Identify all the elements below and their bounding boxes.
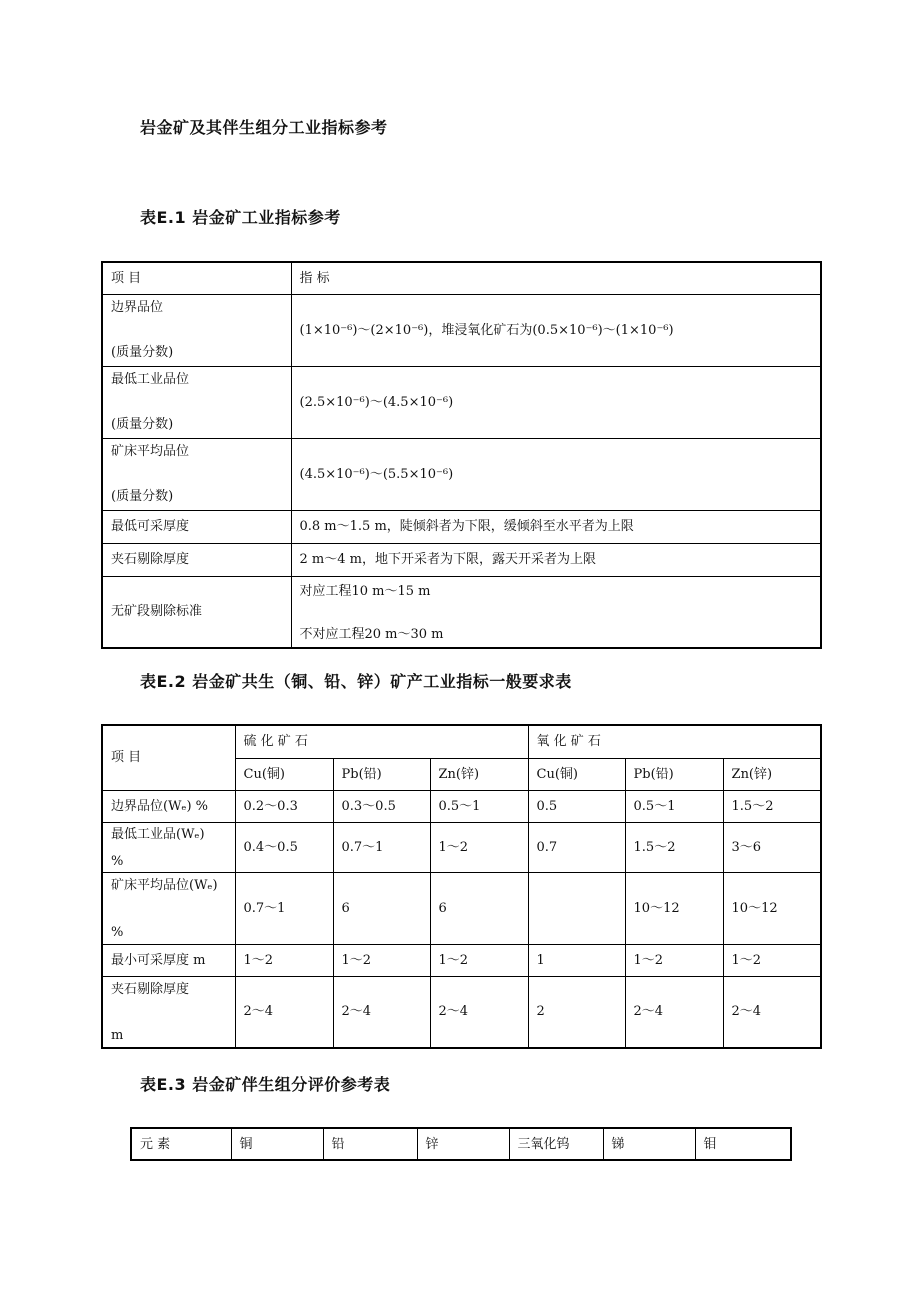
table1-row-item: 夹石剔除厚度: [102, 543, 291, 576]
table3-cell-antimony: 锑: [603, 1128, 695, 1160]
table2-item-header: 项 目: [102, 725, 235, 790]
table3-cell-copper: 铜: [231, 1128, 323, 1160]
table2-cell: 1: [528, 944, 625, 976]
table2-cell: 1.5～2: [625, 822, 723, 872]
table2-cell: 0.5～1: [625, 790, 723, 822]
table2-cell: 3～6: [723, 822, 821, 872]
table3-cell-molybdenum: 钼: [695, 1128, 791, 1160]
table2-cell: 0.5: [528, 790, 625, 822]
table2-cell: 10～12: [723, 872, 821, 944]
table3-cell-zinc: 锌: [417, 1128, 509, 1160]
table2-col-header: Zn(锌): [723, 758, 821, 790]
table1-row-value2: 不对应工程20 m～30 m: [299, 626, 444, 642]
table2-row-item: 夹石剔除厚度: [111, 981, 190, 997]
table1-row-item: 无矿段剔除标准: [102, 576, 291, 648]
table1-header-value: 指 标: [291, 262, 821, 294]
table2-cell: 0.2～0.3: [235, 790, 333, 822]
table1-row-value: 2 m～4 m，地下开采者为下限，露天开采者为上限: [291, 543, 821, 576]
table1-row-item: 矿床平均品位: [111, 443, 190, 459]
table2-cell: 6: [430, 872, 528, 944]
table2-row-item: 最小可采厚度 m: [102, 944, 235, 976]
table2-cell: 0.4～0.5: [235, 822, 333, 872]
table2-cell: 2～4: [430, 976, 528, 1048]
table2-col-header: Cu(铜): [528, 758, 625, 790]
table2-group-sulfide: 硫 化 矿 石: [235, 725, 528, 758]
table2-cell: [528, 872, 625, 944]
table2-cell: 2～4: [235, 976, 333, 1048]
table1-header-item: 项 目: [102, 262, 291, 294]
table3: [130, 1127, 792, 1161]
table1-row-unit: (质量分数): [111, 416, 174, 432]
table1-row-value: (1×10⁻⁶)～(2×10⁻⁶)，堆浸氧化矿石为(0.5×10⁻⁶)～(1×10⁻⁶): [291, 294, 821, 366]
table2-cell: 1～2: [235, 944, 333, 976]
table2-row-item-unit: %: [111, 924, 124, 940]
table1-row-value: 0.8 m～1.5 m，陡倾斜者为下限，缓倾斜至水平者为上限: [291, 510, 821, 543]
table2-cell: 1～2: [430, 822, 528, 872]
table2-cell: 0.7～1: [333, 822, 430, 872]
table2-group-oxide: 氧 化 矿 石: [528, 725, 821, 758]
table1-row-value: 对应工程10 m～15 m: [299, 583, 431, 599]
table2-col-header: Zn(锌): [430, 758, 528, 790]
table1-row-item: 最低可采厚度: [102, 510, 291, 543]
table2-caption: 表E.2 岩金矿共生（铜、铅、锌）矿产工业指标一般要求表: [140, 672, 572, 691]
table2-cell: 2～4: [625, 976, 723, 1048]
table1-row-item: 边界品位: [111, 299, 164, 315]
table2-cell: 2～4: [333, 976, 430, 1048]
table2-cell: 10～12: [625, 872, 723, 944]
table3-header-element: 元 素: [131, 1128, 231, 1160]
table2-row-item-unit: m: [111, 1027, 124, 1043]
table1: [101, 261, 822, 649]
table2-cell: 0.7: [528, 822, 625, 872]
table2-row-item: 矿床平均品位(Wₑ): [111, 877, 218, 893]
table1-row-item: 最低工业品位: [111, 371, 190, 387]
table2-col-header: Pb(铅): [333, 758, 430, 790]
table2-col-header: Cu(铜): [235, 758, 333, 790]
table2-cell: 2: [528, 976, 625, 1048]
table2-row-item: 最低工业品(Wₑ): [111, 826, 205, 842]
table2-cell: 1.5～2: [723, 790, 821, 822]
table2-cell: 6: [333, 872, 430, 944]
table2-row-item: 边界品位(Wₑ) %: [102, 790, 235, 822]
table3-cell-lead: 铅: [323, 1128, 417, 1160]
document-title: 岩金矿及其伴生组分工业指标参考: [140, 118, 388, 137]
table2-cell: 1～2: [625, 944, 723, 976]
table2-cell: 0.5～1: [430, 790, 528, 822]
table3-caption: 表E.3 岩金矿伴生组分评价参考表: [140, 1075, 391, 1094]
table1-row-value: (2.5×10⁻⁶)～(4.5×10⁻⁶): [291, 366, 821, 438]
table1-row-unit: (质量分数): [111, 488, 174, 504]
table2-cell: 0.7～1: [235, 872, 333, 944]
table2: [101, 724, 822, 1049]
table2-cell: 1～2: [430, 944, 528, 976]
table2-row-item-unit: %: [111, 853, 124, 869]
table1-caption: 表E.1 岩金矿工业指标参考: [140, 208, 341, 227]
table2-cell: 0.3～0.5: [333, 790, 430, 822]
table2-cell: 1～2: [723, 944, 821, 976]
table1-row-unit: (质量分数): [111, 344, 174, 360]
table3-cell-tungsten-trioxide: 三氧化钨: [509, 1128, 603, 1160]
table2-cell: 2～4: [723, 976, 821, 1048]
table2-col-header: Pb(铅): [625, 758, 723, 790]
table1-row-value: (4.5×10⁻⁶)～(5.5×10⁻⁶): [291, 438, 821, 510]
table2-cell: 1～2: [333, 944, 430, 976]
